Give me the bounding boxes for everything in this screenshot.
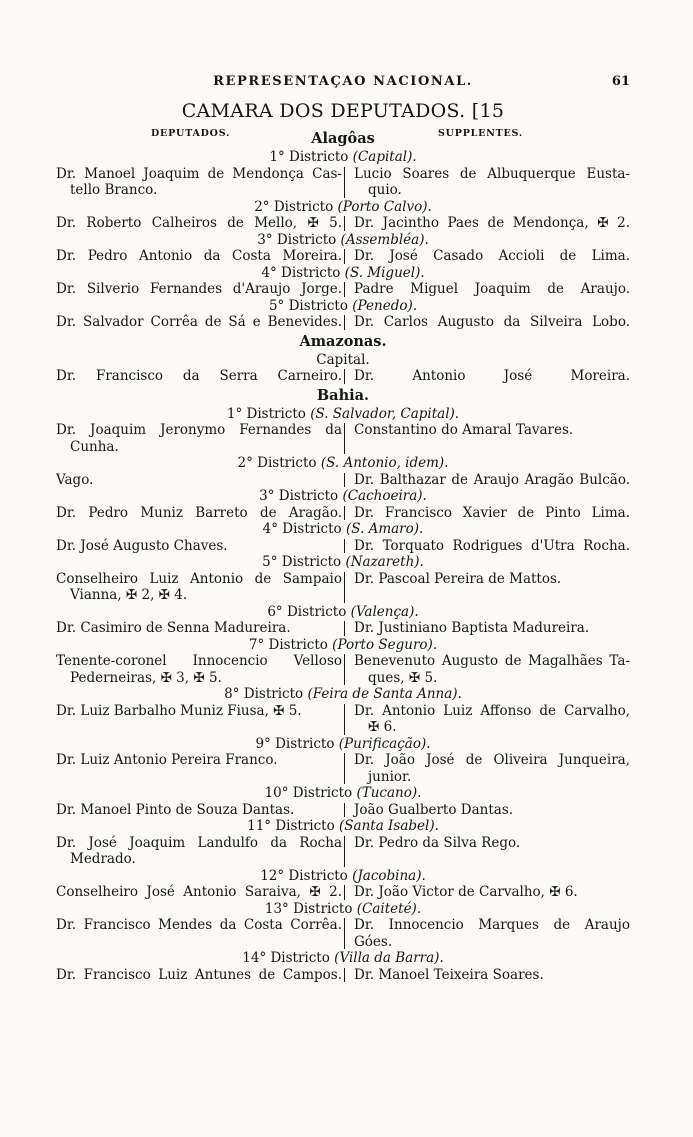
district-heading xyxy=(56,604,630,621)
deputado-entry: Dr. Pedro Antonio da Costa Moreira. xyxy=(56,248,342,264)
entry-row xyxy=(56,505,630,522)
deputado-entry: Dr. Casimiro de Senna Madureira. xyxy=(56,620,291,636)
column-rule xyxy=(344,803,348,818)
supplente-name: Benevenuto Augusto de Magalhães Ta- xyxy=(354,653,630,669)
district-heading xyxy=(56,298,630,315)
column-rule xyxy=(344,249,348,264)
entry-row xyxy=(56,620,630,637)
entry-row xyxy=(56,538,630,555)
entry-row xyxy=(56,571,630,604)
district-label: 3° Districto xyxy=(259,488,339,504)
entry-row xyxy=(56,917,630,950)
deputado-name-cont: Pederneiras, ✠ 3, ✠ 5. xyxy=(70,669,222,686)
province-amazonas: Amazonas. xyxy=(299,332,387,350)
chamber-title: CAMARA DOS DEPUTADOS. [15 xyxy=(181,100,505,122)
deputado-entry: Dr. Luiz Barbalho Muniz Fiusa, ✠ 5. xyxy=(56,702,302,719)
entry-row xyxy=(56,368,630,385)
district-place: (Tucano). xyxy=(356,785,422,801)
supplente-entry: Dr. Justiniano Baptista Madureira. xyxy=(354,620,590,636)
column-rule xyxy=(344,572,348,603)
district-place: (Caiteté). xyxy=(356,900,422,917)
entry-row xyxy=(56,703,630,736)
supplente-entry: Dr. Balthazar de Araujo Aragão Bulcão. xyxy=(354,471,630,488)
column-rule xyxy=(344,539,348,554)
supplente-entry xyxy=(354,752,630,785)
supplente-name-cont: junior. xyxy=(368,768,412,785)
district-label: 5° Districto xyxy=(262,554,342,570)
supplente-entry: Dr. Francisco Xavier de Pinto Lima. xyxy=(354,504,630,521)
province-bahia: Bahia. xyxy=(316,386,370,404)
column-rule xyxy=(344,423,348,454)
entry-row xyxy=(56,248,630,265)
entry-row xyxy=(56,422,630,455)
district-label: 2° Districto xyxy=(237,455,317,471)
running-title: REPRESENTAÇAO NACIONAL. xyxy=(213,74,473,89)
district-place: (S. Amaro). xyxy=(345,521,424,537)
column-rule xyxy=(344,369,348,384)
district-label: 12° Districto xyxy=(260,867,348,884)
district-label: 1° Districto xyxy=(226,405,306,422)
district-heading xyxy=(56,785,630,802)
district-label: 7° Districto xyxy=(248,636,328,653)
supplente-name-cont: quio. xyxy=(368,182,402,198)
supplente-entry: Constantino do Amaral Tavares. xyxy=(354,422,574,438)
deputado-name-cont: Vianna, ✠ 2, ✠ 4. xyxy=(70,587,188,603)
district-label: 3° Districto xyxy=(257,231,337,248)
district-place: (S. Miguel). xyxy=(344,264,425,281)
district-heading xyxy=(56,736,630,753)
column-rule xyxy=(344,654,348,685)
deputado-entry: Vago. xyxy=(56,471,94,488)
district-heading xyxy=(56,901,630,918)
entry-row xyxy=(56,835,630,868)
district-heading xyxy=(56,554,630,571)
column-rule xyxy=(344,968,348,983)
entry-row xyxy=(56,166,630,199)
deputado-name-cont: tello Branco. xyxy=(70,182,158,198)
column-rule xyxy=(344,315,348,330)
deputado-entry xyxy=(56,653,342,686)
deputado-entry: Dr. Manoel Pinto de Souza Dantas. xyxy=(56,801,295,818)
page-number: 61 xyxy=(611,74,630,89)
district-heading xyxy=(56,149,630,166)
supplente-entry: Dr. Carlos Augusto da Silveira Lobo. xyxy=(354,314,630,330)
supplente-name: Lucio Soares de Albuquerque Eusta- xyxy=(354,165,630,182)
deputado-entry xyxy=(56,835,342,868)
column-rule xyxy=(344,753,348,784)
entry-row xyxy=(56,281,630,298)
column-rule xyxy=(344,216,348,231)
supplentes-header: SUPPLENTES. xyxy=(438,128,523,139)
entry-row xyxy=(56,314,630,331)
supplente-entry: Dr. Jacintho Paes de Mendonça, ✠ 2. xyxy=(354,215,630,231)
district-place: (Penedo). xyxy=(352,297,418,314)
deputado-entry xyxy=(56,571,342,604)
district-label: 2° Districto xyxy=(254,198,334,215)
district-heading: Capital. xyxy=(316,351,370,368)
district-place: (Cachoeira). xyxy=(342,488,427,504)
deputado-entry: Dr. José Augusto Chaves. xyxy=(56,537,228,554)
supplente-entry: Padre Miguel Joaquim de Araujo. xyxy=(354,281,630,297)
column-rule xyxy=(344,473,348,488)
district-place: (S. Antonio, idem). xyxy=(320,455,449,471)
supplente-name: Dr. Antonio Luiz Affonso de Carvalho, xyxy=(354,702,630,719)
district-place: (Porto Calvo). xyxy=(337,198,432,215)
deputado-name: Tenente-coronel Innocencio Velloso xyxy=(56,653,342,669)
column-rule xyxy=(344,885,348,900)
column-rule xyxy=(344,621,348,636)
document-page xyxy=(56,74,630,983)
supplente-name-cont: ques, ✠ 5. xyxy=(368,669,438,686)
deputado-name-cont: Medrado. xyxy=(70,851,136,867)
district-place: (S. Salvador, Capital). xyxy=(310,405,460,422)
supplente-entry: Dr. Antonio José Moreira. xyxy=(354,368,630,384)
supplente-entry: Dr. Pedro da Silva Rego. xyxy=(354,834,521,851)
column-rule xyxy=(344,704,348,735)
district-heading xyxy=(56,868,630,885)
district-label: 5° Districto xyxy=(268,297,348,314)
entry-row xyxy=(56,752,630,785)
district-label: 4° Districto xyxy=(262,521,342,537)
district-place: (Valença). xyxy=(350,603,419,620)
district-place: (Capital). xyxy=(352,149,417,165)
district-place: (Villa da Barra). xyxy=(334,950,444,966)
district-heading xyxy=(56,232,630,249)
district-label: 11° Districto xyxy=(247,818,335,834)
column-rule xyxy=(344,918,348,949)
district-label: 13° Districto xyxy=(264,900,353,917)
district-label: 1° Districto xyxy=(269,149,349,165)
deputado-entry: Dr. Francisco Mendes da Costa Corrêa. xyxy=(56,917,342,933)
district-place: (Santa Isabel). xyxy=(339,818,439,834)
entry-row xyxy=(56,472,630,489)
entry-row xyxy=(56,215,630,232)
supplente-entry: Dr. Manoel Teixeira Soares. xyxy=(354,966,544,983)
entry-row xyxy=(56,967,630,984)
district-place: (Purificação). xyxy=(338,735,431,752)
district-heading xyxy=(56,521,630,538)
supplente-entry: Dr. Pascoal Pereira de Mattos. xyxy=(354,570,562,587)
district-label: 9° Districto xyxy=(255,735,335,752)
district-label: 8° Districto xyxy=(224,686,304,702)
deputado-entry: Dr. Roberto Calheiros de Mello, ✠ 5. xyxy=(56,215,342,231)
deputado-name: Dr. Joaquim Jeronymo Fernandes da xyxy=(56,422,342,438)
district-heading xyxy=(56,686,630,703)
district-heading xyxy=(56,950,630,967)
supplente-entry: João Gualberto Dantas. xyxy=(354,801,514,818)
district-place: (Feira de Santa Anna). xyxy=(307,686,462,702)
district-heading xyxy=(56,455,630,472)
column-rule xyxy=(344,282,348,297)
deputado-entry: Dr. Francisco Luiz Antunes de Campos. xyxy=(56,966,342,983)
supplente-entry xyxy=(354,166,630,199)
district-place: (Jacobina). xyxy=(352,867,426,884)
province-alagoas: Alagôas xyxy=(311,130,375,147)
district-place: (Nazareth). xyxy=(345,554,424,570)
entry-row xyxy=(56,884,630,901)
deputado-entry xyxy=(56,166,342,199)
district-heading xyxy=(56,637,630,654)
column-rule xyxy=(344,506,348,521)
district-heading xyxy=(56,406,630,423)
deputados-header: DEPUTADOS. xyxy=(151,128,231,139)
district-place: (Porto Seguro). xyxy=(332,636,438,653)
district-label: 14° Districto xyxy=(242,950,330,966)
column-rule xyxy=(344,836,348,867)
running-header xyxy=(56,74,630,94)
supplente-name-cont: ✠ 6. xyxy=(368,719,397,735)
deputado-entry: Dr. Salvador Corrêa de Sá e Benevides. xyxy=(56,314,342,330)
supplente-entry: Dr. José Casado Accioli de Lima. xyxy=(354,248,630,264)
deputado-entry: Dr. Silverio Fernandes d'Araujo Jorge. xyxy=(56,281,342,297)
district-heading xyxy=(56,818,630,835)
deputado-name-cont: Cunha. xyxy=(70,438,119,455)
column-headers xyxy=(56,126,630,142)
deputado-entry xyxy=(56,422,342,455)
entry-row xyxy=(56,802,630,819)
supplente-entry: Dr. Torquato Rodrigues d'Utra Rocha. xyxy=(354,537,630,554)
district-place: (Assembléa). xyxy=(340,231,429,248)
district-label: 6° Districto xyxy=(267,603,347,620)
deputado-entry: Dr. Pedro Muniz Barreto de Aragão. xyxy=(56,504,342,521)
deputado-entry: Dr. Luiz Antonio Pereira Franco. xyxy=(56,752,278,768)
column-rule xyxy=(344,167,348,198)
district-label: 10° Districto xyxy=(264,785,353,801)
supplente-entry xyxy=(354,653,630,686)
supplente-entry xyxy=(354,703,630,736)
district-heading xyxy=(56,199,630,216)
district-heading xyxy=(56,265,630,282)
district-label: 4° Districto xyxy=(261,264,341,281)
deputado-name: Dr. José Joaquim Landulfo da Rocha xyxy=(56,834,342,851)
supplente-entry: Dr. Innocencio Marques de Araujo Góes. xyxy=(354,917,630,950)
deputado-entry: Conselheiro José Antonio Saraiva, ✠ 2. xyxy=(56,884,342,900)
deputado-name: Dr. Manoel Joaquim de Mendonça Cas- xyxy=(56,165,342,182)
supplente-name: Dr. João José de Oliveira Junqueira, xyxy=(354,752,630,768)
district-heading xyxy=(56,488,630,505)
supplente-entry: Dr. João Victor de Carvalho, ✠ 6. xyxy=(354,884,578,900)
entry-row xyxy=(56,653,630,686)
deputado-entry: Dr. Francisco da Serra Carneiro. xyxy=(56,368,342,384)
deputado-name: Conselheiro Luiz Antonio de Sampaio xyxy=(56,570,342,587)
